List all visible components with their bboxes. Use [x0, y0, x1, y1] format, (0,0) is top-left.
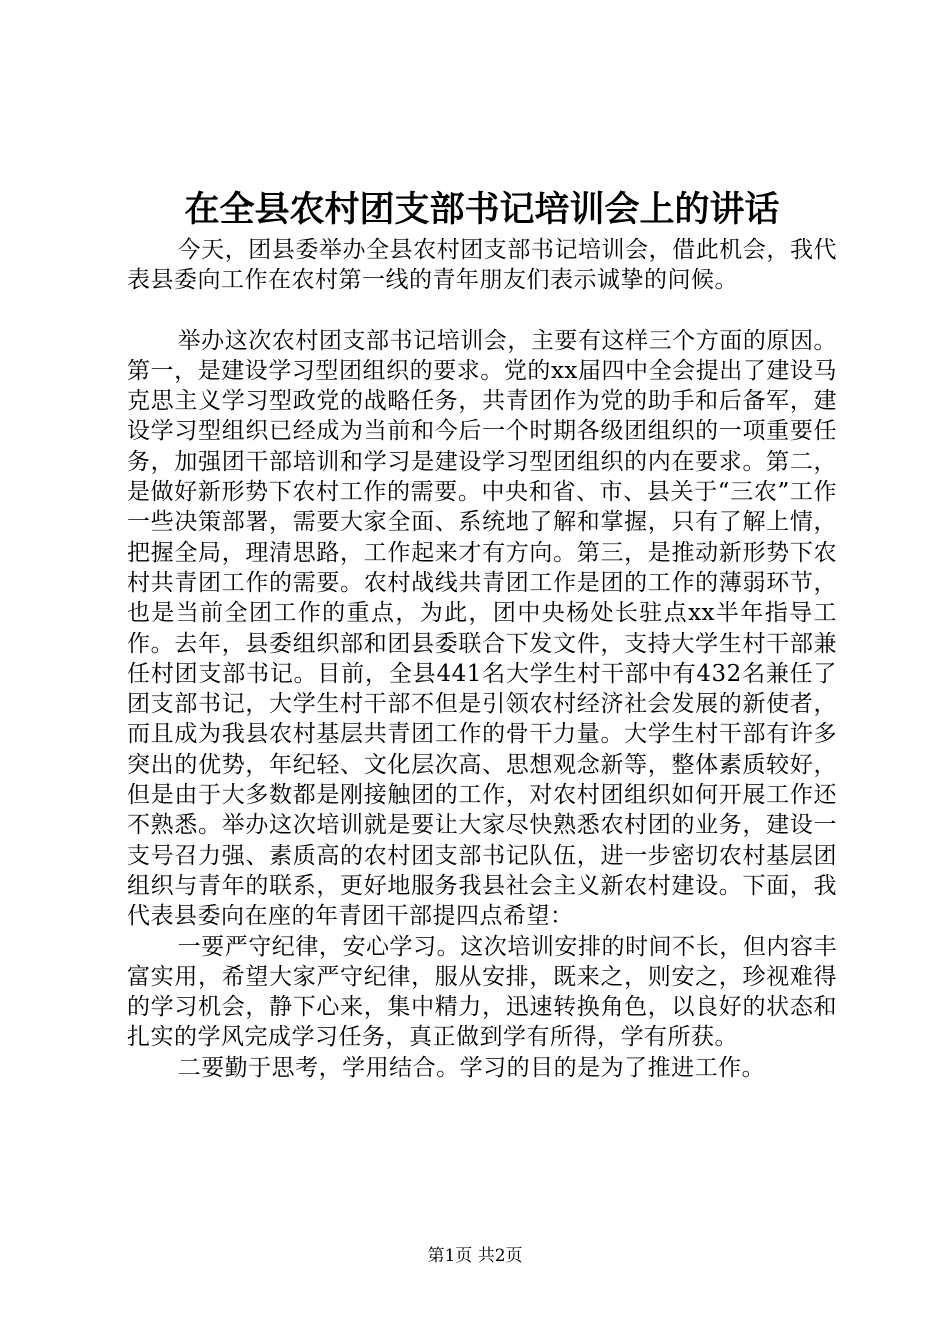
paragraph-hope-two: 二要勤于思考，学用结合。学习的目的是为了推进工作。	[177, 1054, 766, 1081]
page-footer: 第1页 共2页	[427, 1246, 523, 1266]
document-body	[127, 235, 837, 1083]
paragraph-intro: 今天，团县委举办全县农村团支部书记培训会，借此机会，我代表县委向工作在农村第一线的青年朋友们表示诚挚的问候。	[127, 237, 837, 294]
paragraph-hope-one: 一要严守纪律，安心学习。这次培训安排的时间不长，但内容丰富实用，希望大家严守纪律，服从安排，既来之，则安之，珍视难得的学习机会，静下心来，集中精力，迅速转换角色，以良好的状态和扎实的学风完成学习任务，真正做到学有所得，学有所获。	[127, 933, 837, 1051]
document-title: 在全县农村团支部书记培训会上的讲话	[184, 189, 780, 230]
document-page	[127, 185, 837, 1083]
paragraph-reasons: 举办这次农村团支部书记培训会，主要有这样三个方面的原因。第一，是建设学习型团组织的要求。党的xx届四中全会提出了建设马克思主义学习型政党的战略任务，共青团作为党的助手和后备军，建设学习型组织已经成为当前和今后一个时期各级团组织的一项重要任务，加强团干部培训和学习是建设学习型团组织的内在要求。第二，是做好新形势下农村工作的需要。中央和省、市、县关于“三农”工作一些决策部署，需要大家全面、系统地了解和掌握，只有了解上情，把握全局，理清思路，工作起来才有方向。第三，是推动新形势下农村共青团工作的需要。农村战线共青团工作是团的工作的薄弱环节，也是当前全团工作的重点，为此，团中央杨处长驻点xx半年指导工作。去年，县委组织部和团县委联合下发文件，支持大学生村干部兼任村团支部书记。目前，全县441名大学生村干部中有432名兼任了团支部书记，大学生村干部不但是引领农村经济社会发展的新使者，而且成为我县农村基层共青团工作的骨干力量。大学生村干部有许多突出的优势，年纪轻、文化层次高、思想观念新等，整体素质较好，但是由于大多数都是刚接触团的工作，对农村团组织如何开展工作还不熟悉。举办这次培训就是要让大家尽快熟悉农村团的业务，建设一支号召力强、素质高的农村团支部书记队伍，进一步密切农村基层团组织与青年的联系，更好地服务我县社会主义新农村建设。下面，我代表县委向在座的年青团干部提四点希望：	[127, 327, 837, 930]
paragraph-gap	[127, 296, 837, 326]
